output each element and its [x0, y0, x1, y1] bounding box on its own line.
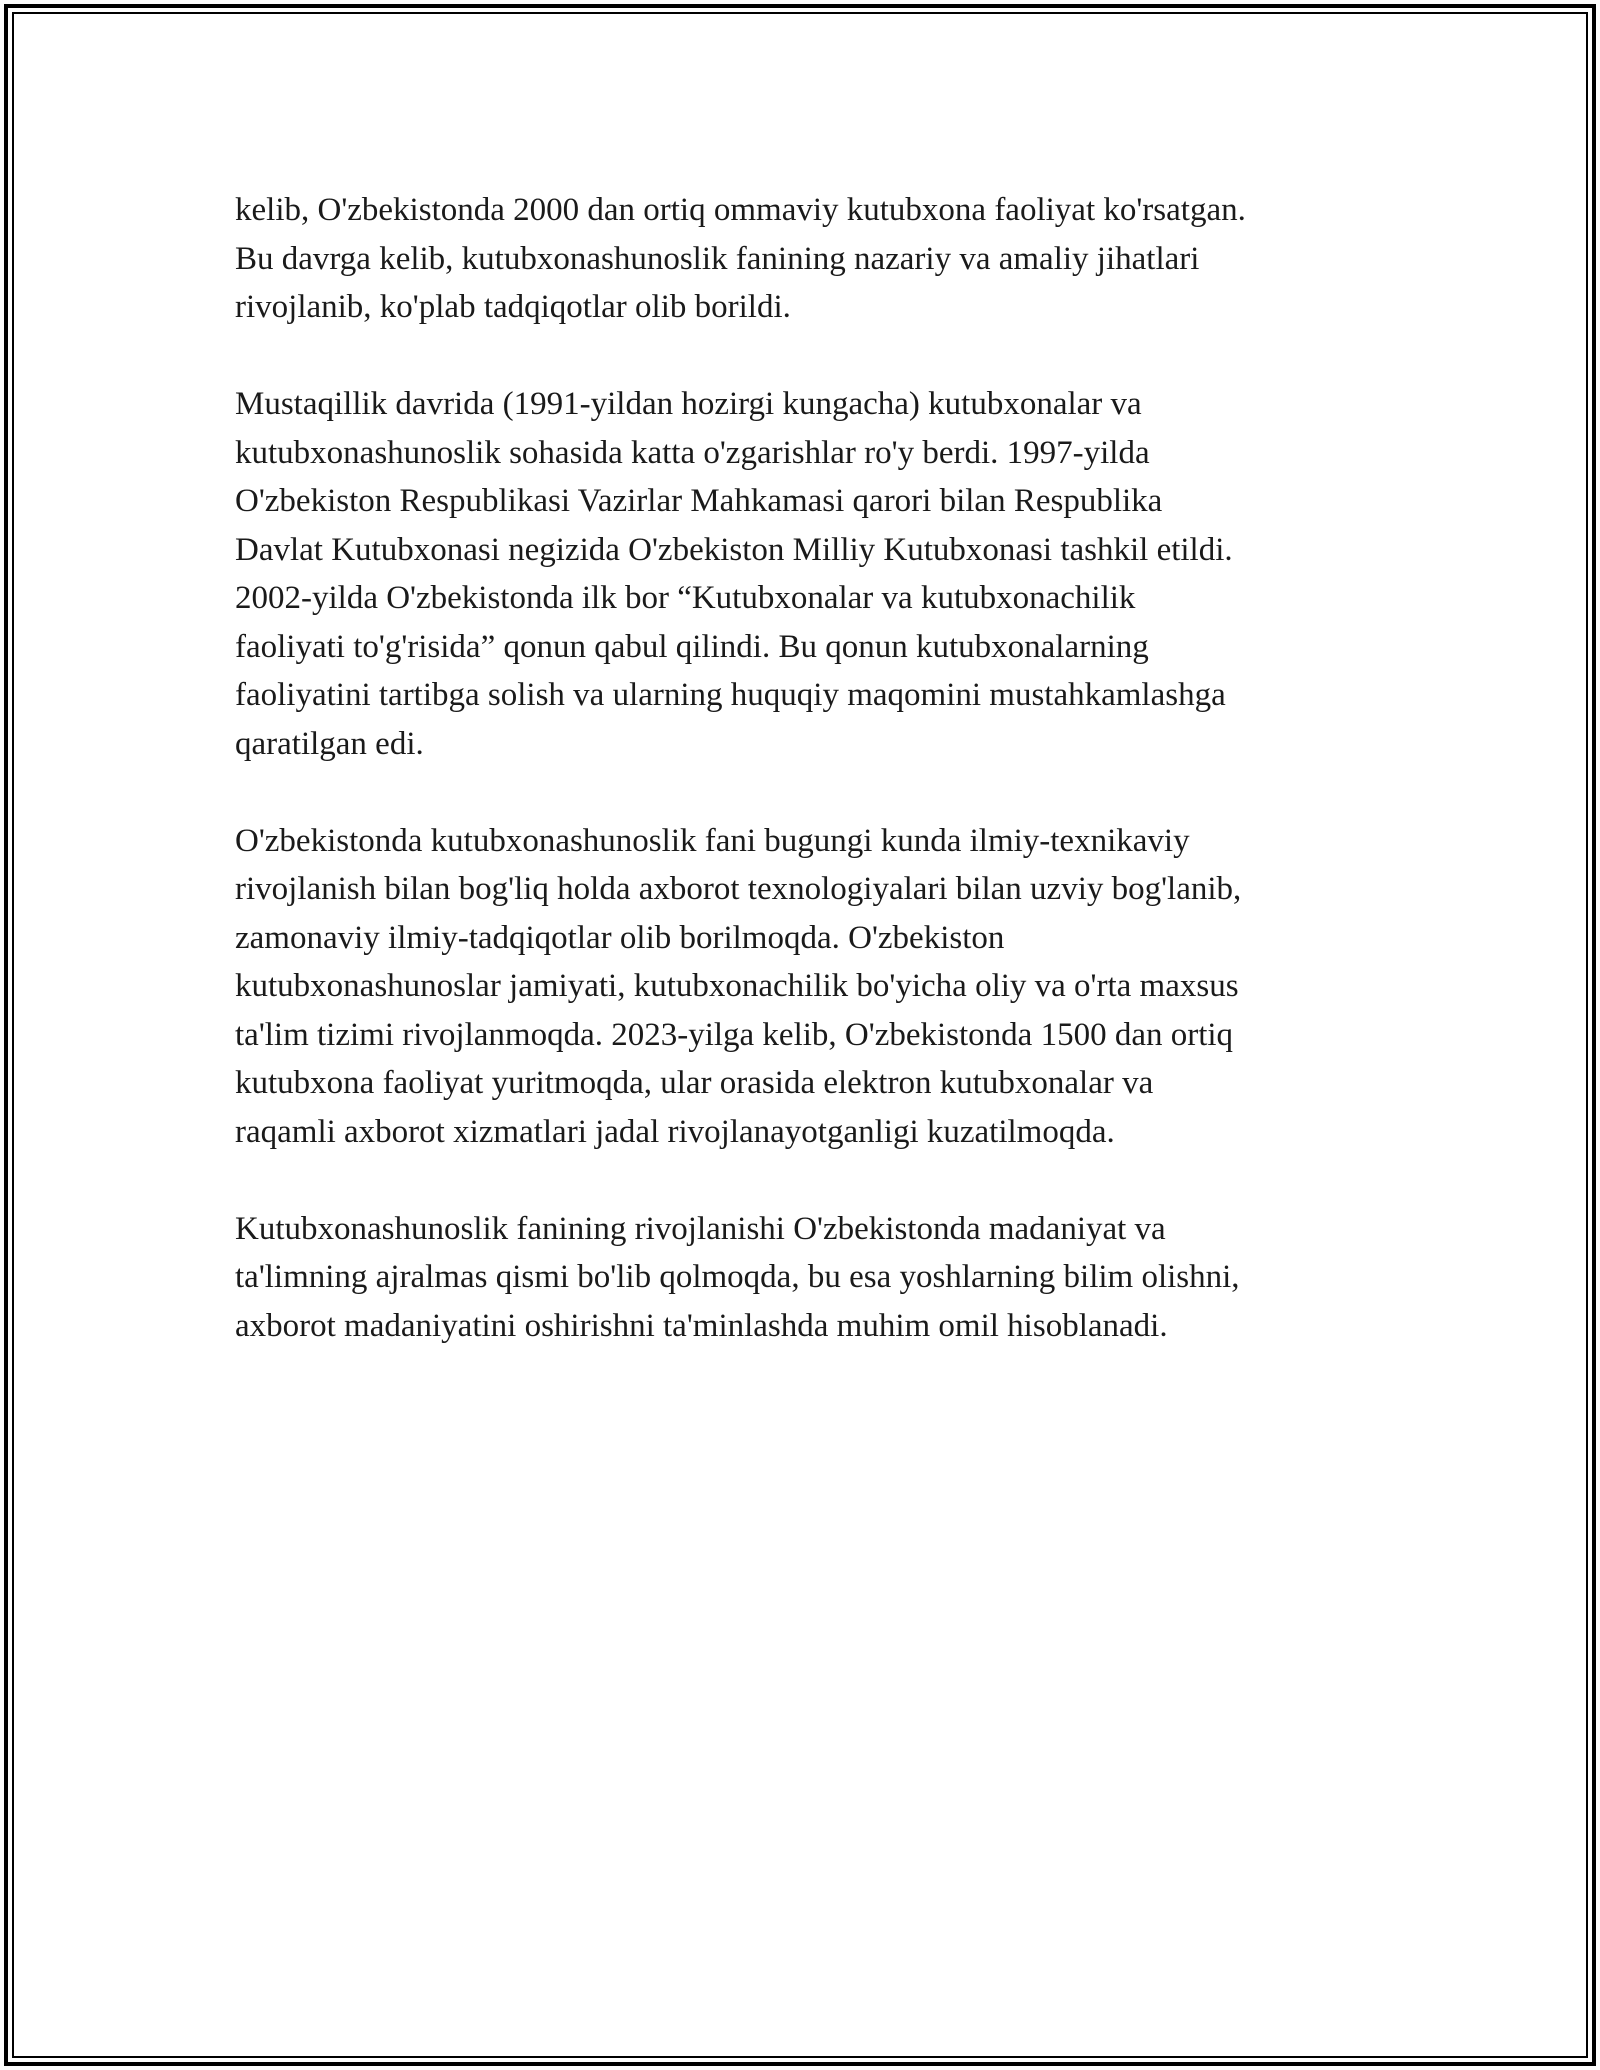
paragraph-2: Mustaqillik davrida (1991-yildan hozirgi kungacha) kutubxonalar va kutubxonashunoslik sohasida katta o'zgarishlar ro'y berdi. 1997-yilda O'zbekiston Respublikasi Vazirlar Mahkamasi qarori bilan Respublika Davlat Kutubxonasi negizida O'zbekiston Milliy Kutubxonasi tashkil etildi. 2002-yilda O'zbekistonda ilk bor “Kutubxonalar va kutubxonachilik faoliyati to'g'risida” qonun qabul qilindi. Bu qonun kutubxonalarning faoliyatini tartibga solish va ularning huquqiy maqomini mustahkamlashga qaratilgan edi.	[235, 386, 1233, 762]
paragraph-1: kelib, O'zbekistonda 2000 dan ortiq ommaviy kutubxona faoliyat ko'rsatgan. Bu davrga kelib, kutubxonashunoslik fanining nazariy va amaliy jihatlari rivojlanib, ko'plab tadqiqotlar olib borildi.	[235, 192, 1246, 325]
paragraph-4: Kutubxonashunoslik fanining rivojlanishi O'zbekistonda madaniyat va ta'limning ajralmas qismi bo'lib qolmoqda, bu esa yoshlarning bilim olishni, axborot madaniyatini oshirishni ta'minlashda muhim omil hisoblanadi.	[235, 1210, 1240, 1344]
document-body	[235, 186, 1385, 1399]
paragraph-3: O'zbekistonda kutubxonashunoslik fani bugungi kunda ilmiy-texnikaviy rivojlanish bilan bog'liq holda axborot texnologiyalari bilan uzviy bog'lanib, zamonaviy ilmiy-tadqiqotlar olib borilmoqda. O'zbekiston kutubxonashunoslar jamiyati, kutubxonachilik bo'yicha oliy va o'rta maxsus ta'lim tizimi rivojlanmoqda. 2023-yilga kelib, O'zbekistonda 1500 dan ortiq kutubxona faoliyat yuritmoqda, ular orasida elektron kutubxonalar va raqamli axborot xizmatlari jadal rivojlanayotganligi kuzatilmoqda.	[235, 822, 1242, 1150]
